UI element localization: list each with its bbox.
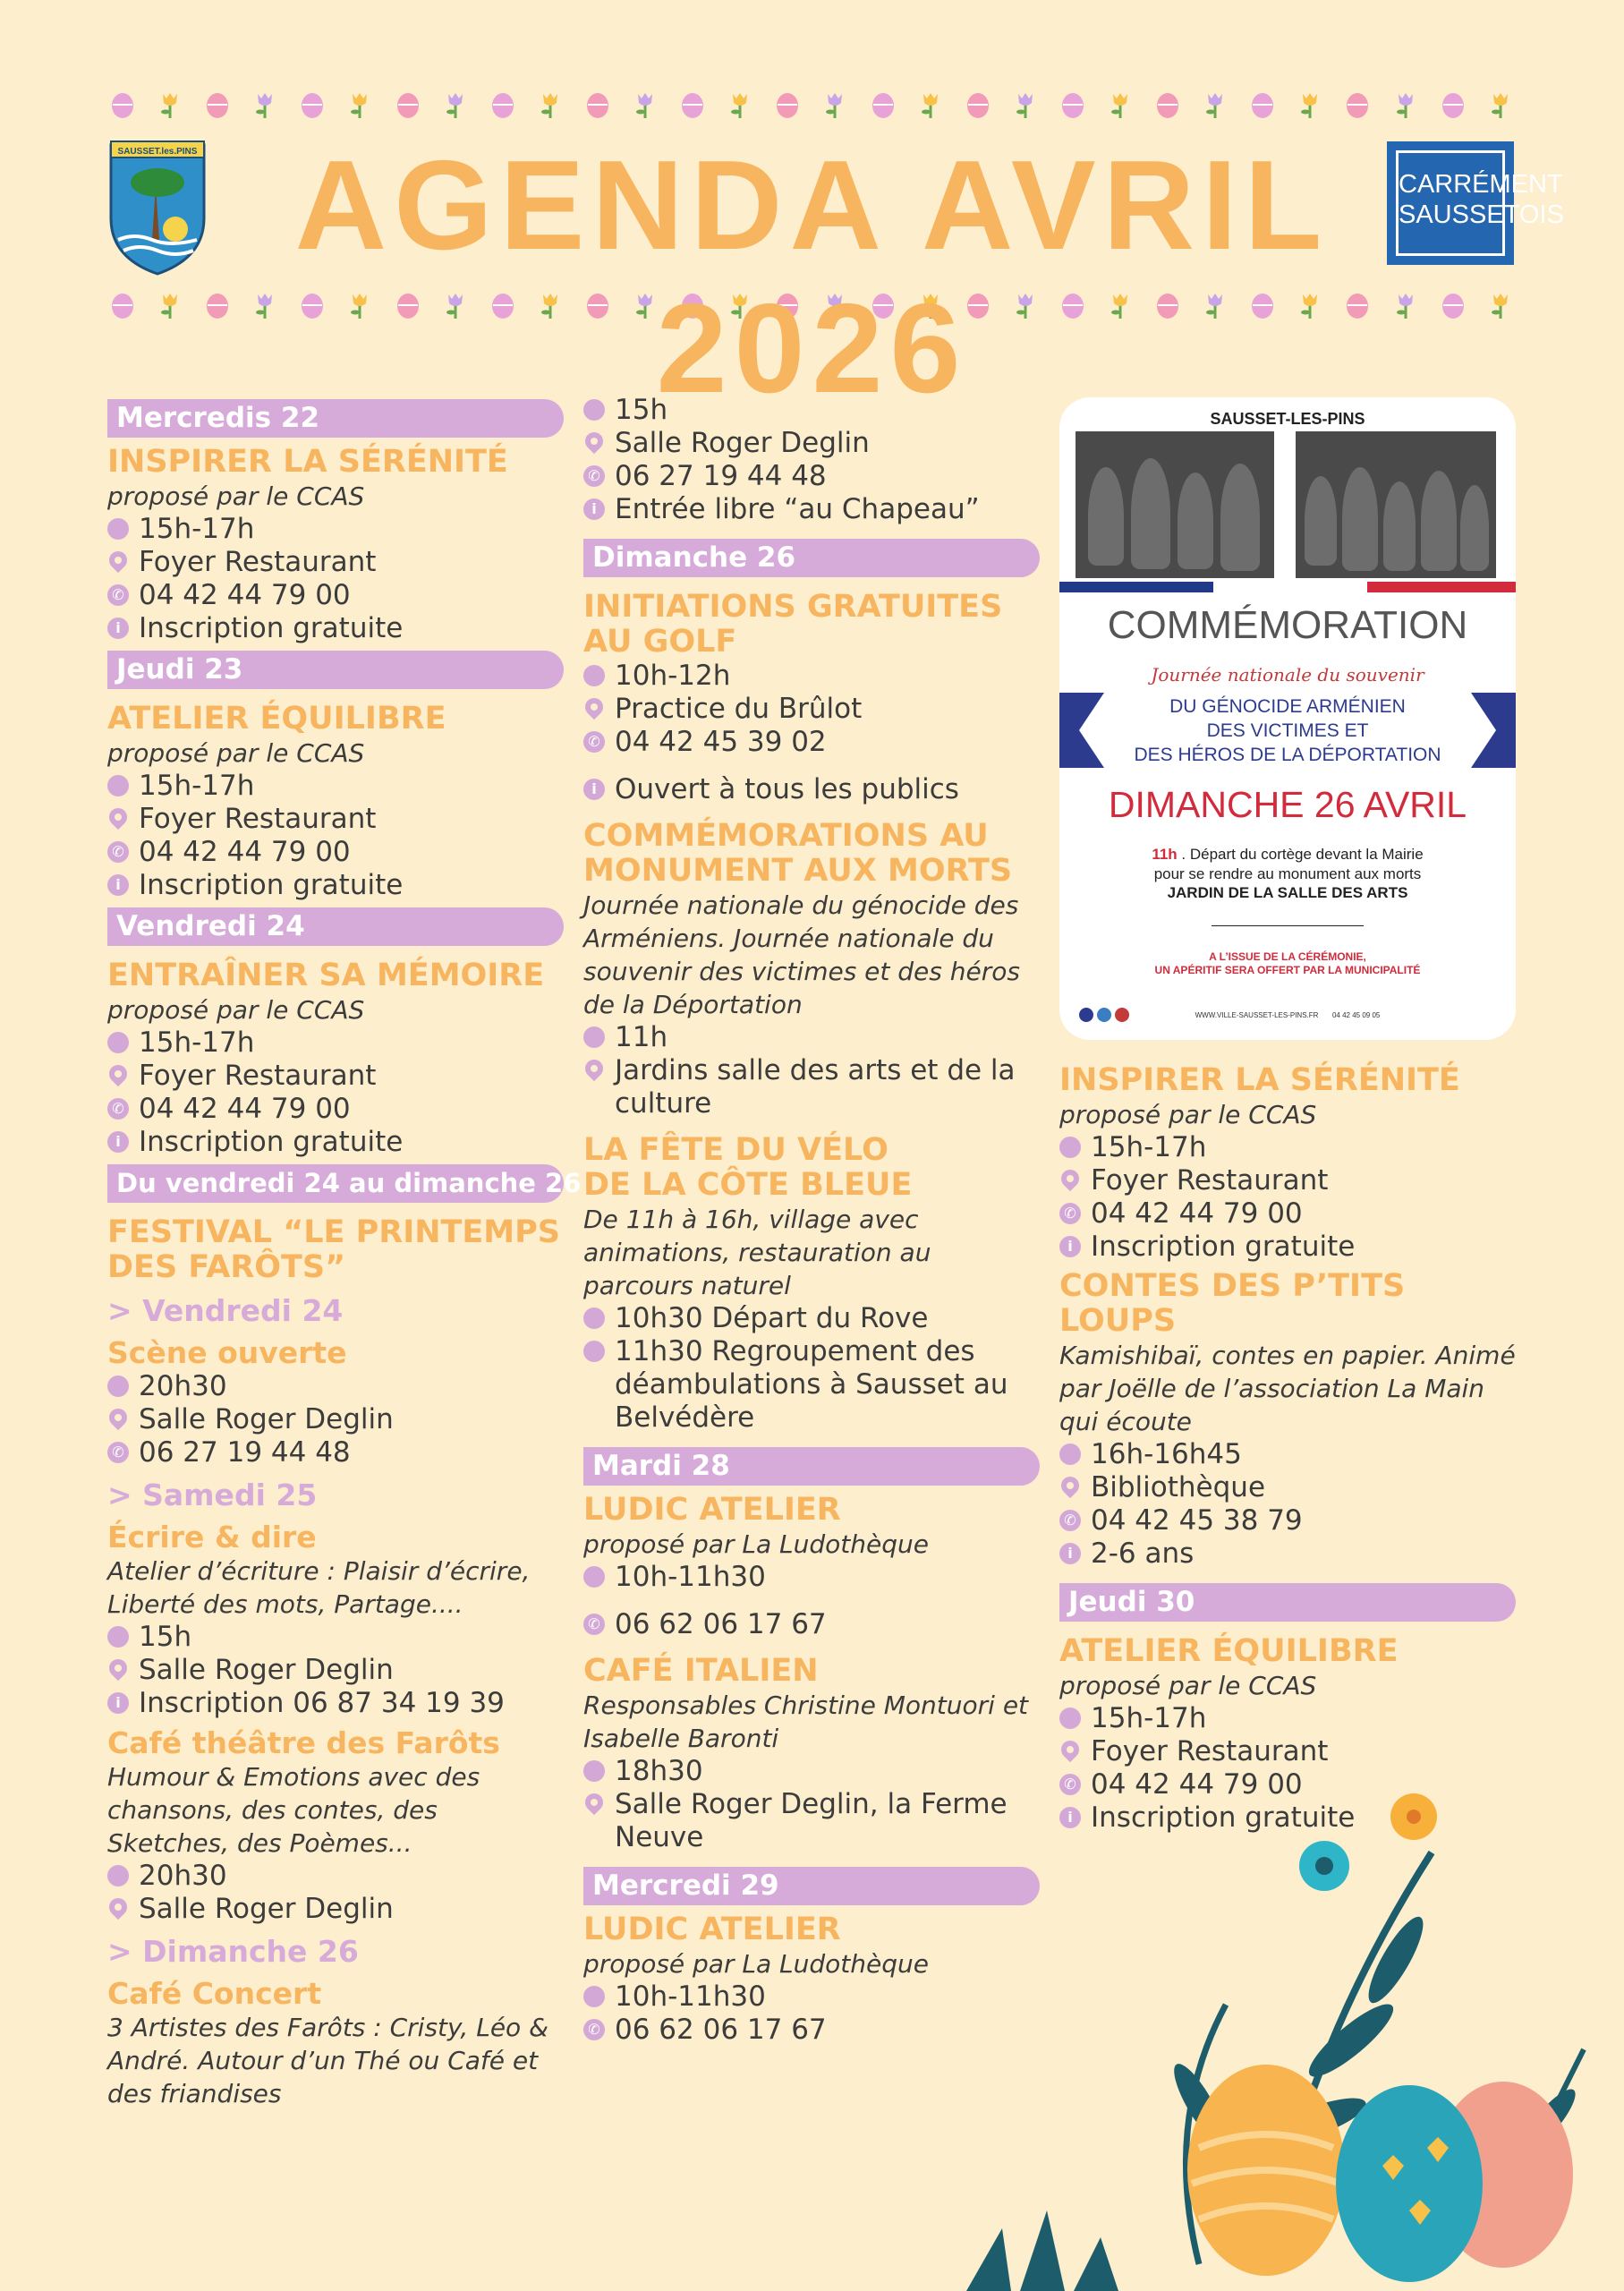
event-place: Salle Roger Deglin [107,1403,564,1436]
clock-icon [583,1760,605,1782]
day-header: Vendredi 24 [107,907,564,946]
event-phone: ✆ 04 42 45 38 79 [1059,1504,1516,1537]
event-description: Kamishibaï, contes en papier. Animé par Joëlle de l’association La Main qui écoute [1059,1341,1516,1436]
event-info: i 2-6 ans [1059,1537,1516,1571]
event-place: Salle Roger Deglin, la Ferme Neuve [583,1788,1040,1854]
agenda-column-3 [1059,1063,1516,1835]
poster-ribbon: DU GÉNOCIDE ARMÉNIEN DES VICTIMES ET DES HÉROS DE LA DÉPORTATION [1059,693,1516,768]
event-time: 10h-12h [583,660,1040,693]
event-info: i Inscription gratuite [1059,1231,1516,1264]
commemoration-poster [1059,397,1516,1040]
clock-icon [583,1307,605,1329]
location-pin-icon [582,694,607,720]
event-phone: ✆ 06 27 19 44 48 [107,1436,564,1469]
clock-icon [107,1375,129,1397]
event-title: LUDIC ATELIER [583,1492,841,1528]
event-title: Scène ouverte [107,1335,347,1370]
event-place: Foyer Restaurant [107,1060,564,1093]
phone-icon: ✆ [583,1614,605,1635]
event-title: LA FÊTE DU VÉLO DE LA CÔTE BLEUE [583,1132,913,1203]
phone-icon: ✆ [107,1442,129,1463]
sub-day: > Dimanche 26 [107,1934,359,1969]
clock-icon [583,1566,605,1588]
event-organizer: proposé par le CCAS [1059,1100,1317,1129]
phone-icon: ✆ [107,841,129,863]
event-organizer: proposé par le CCAS [107,738,365,768]
clock-icon [583,1986,605,2007]
svg-text:SAUSSET.les.PINS: SAUSSET.les.PINS [117,147,198,157]
egg-icon [202,89,233,119]
event-place: Foyer Restaurant [107,803,564,836]
event-time: 15h-17h [107,513,564,546]
info-icon: i [107,617,129,639]
event-title: Écrire & dire [107,1520,317,1554]
poster-location: JARDIN DE LA SALLE DES ARTS [1167,884,1408,901]
tulip-icon [1105,89,1135,119]
event-time: 11h [583,1021,1040,1054]
event-time: 15h-17h [107,1026,564,1060]
tulip-icon [725,89,755,119]
sub-day: > Samedi 25 [107,1478,318,1512]
egg-icon [582,89,613,119]
event-phone: ✆ 04 42 44 79 00 [107,579,564,612]
phone-icon: ✆ [583,731,605,753]
tulip-icon [1390,289,1421,319]
event-info: i Inscription gratuite [107,612,564,645]
location-pin-icon [1058,1473,1083,1498]
event-title: CONTES DES P’TITS LOUPS [1059,1268,1406,1339]
phone-icon: ✆ [583,465,605,487]
event-phone: ✆ 06 27 19 44 48 [583,460,1040,493]
day-header: Du vendredi 24 au dimanche 26 [107,1164,564,1203]
event-organizer: proposé par le CCAS [1059,1671,1317,1700]
event-title: ENTRAÎNER SA MÉMOIRE [107,958,545,993]
clock-icon [583,665,605,686]
tulip-icon [440,89,471,119]
event-phone: ✆ 06 62 06 17 67 [583,2014,1040,2047]
phone-icon: ✆ [1059,1774,1081,1795]
event-time: 18h30 [583,1755,1040,1788]
event-place: Practice du Brûlot [583,693,1040,726]
event-phone: ✆ 04 42 44 79 00 [107,1093,564,1126]
egg-icon [202,289,233,319]
event-title: INSPIRER LA SÉRÉNITÉ [1059,1062,1460,1098]
flag-stripe-blue [1059,582,1213,592]
egg-icon [1152,89,1183,119]
info-icon: i [583,779,605,800]
clock-icon [107,1032,129,1053]
event-description: Responsables Christine Montuori et Isabelle Baronti [583,1691,1029,1753]
event-title: CAFÉ ITALIEN [583,1653,819,1689]
egg-icon [488,89,518,119]
tulip-icon [250,89,280,119]
location-pin-icon [582,429,607,454]
event-title: Café théâtre des Farôts [107,1725,500,1760]
tulip-icon [1295,89,1325,119]
location-pin-icon [106,548,131,573]
info-icon: i [107,874,129,896]
location-pin-icon [106,805,131,830]
tulip-icon [1010,89,1041,119]
carrement-saussetois-logo: CARRÉMENT SAUSSETOIS [1387,141,1514,265]
clock-icon [583,1026,605,1048]
tulip-icon [1200,89,1230,119]
clock-icon [583,1341,605,1362]
egg-icon [107,89,138,119]
clock-icon [107,1865,129,1886]
phone-icon: ✆ [1059,1510,1081,1531]
egg-icon [1058,89,1088,119]
poster-town: SAUSSET-LES-PINS [1210,410,1365,428]
clock-icon [1059,1444,1081,1465]
tulip-icon [1485,289,1516,319]
tulip-icon [630,89,660,119]
tulip-icon [155,89,185,119]
poster-subtitle: Journée nationale du souvenir [1151,664,1424,686]
event-time: 10h-11h30 [583,1980,1040,2014]
tulip-icon [535,89,565,119]
event-phone: ✆ 04 42 44 79 00 [1059,1768,1516,1801]
event-phone: ✆ 04 42 44 79 00 [107,836,564,869]
sausset-logo [107,132,208,276]
event-phone: ✆ 04 42 45 39 02 [583,726,1040,759]
event-place: Foyer Restaurant [1059,1735,1516,1768]
poster-divider [1212,925,1364,926]
event-time: 11h30 Regroupement des déambulations à Sausset au Belvédère [583,1335,1040,1435]
historic-photo-right [1296,431,1496,578]
phone-icon: ✆ [1059,1203,1081,1224]
tulip-icon [1390,89,1421,119]
egg-icon [677,89,708,119]
event-time: 15h-17h [1059,1131,1516,1164]
flag-stripe-red [1367,582,1516,592]
day-header: Dimanche 26 [583,539,1040,577]
event-place: Foyer Restaurant [107,546,564,579]
info-icon: i [1059,1543,1081,1564]
location-pin-icon [582,1790,607,1815]
egg-icon [1247,89,1278,119]
egg-icon [868,89,898,119]
event-description: Humour & Emotions avec des chansons, des contes, des Sketches, des Poèmes... [107,1762,480,1858]
location-pin-icon [106,1656,131,1681]
event-info: i Ouvert à tous les publics [583,773,1040,806]
event-description: De 11h à 16h, village avec animations, restauration au parcours naturel [583,1205,931,1300]
location-pin-icon [106,1895,131,1920]
event-title: FESTIVAL “LE PRINTEMPS DES FARÔTS” [107,1214,560,1285]
day-header: Mercredis 22 [107,399,564,438]
egg-icon [1438,289,1468,319]
clock-icon [1059,1137,1081,1158]
event-description: Journée nationale du génocide des Arméniens. Journée nationale du souvenir des victimes et des héros de la Déportation [583,890,1020,1019]
event-time: 15h [583,394,1040,427]
info-icon: i [1059,1807,1081,1828]
event-title: COMMÉMORATIONS AU MONUMENT AUX MORTS [583,818,1013,889]
easter-border-top [107,86,1516,122]
poster-note: A L’ISSUE DE LA CÉRÉMONIE, UN APÉRITIF SERA OFFERT PAR LA MUNICIPALITÉ [1154,950,1421,976]
event-description: Atelier d’écriture : Plaisir d’écrire, Liberté des mots, Partage.... [107,1556,531,1619]
easter-eggs-illustration [931,1781,1624,2291]
day-header: Jeudi 23 [107,651,564,689]
egg-icon [107,289,138,319]
event-info: i Inscription 06 87 34 19 39 [107,1687,564,1720]
event-info: i Inscription gratuite [1059,1801,1516,1835]
event-time: 15h-17h [1059,1702,1516,1735]
event-title: LUDIC ATELIER [583,1912,841,1947]
poster-departure: 11h . Départ du cortège devant la Mairie pour se rendre au monument aux morts [1152,846,1424,882]
phone-icon: ✆ [583,2019,605,2040]
event-place: Salle Roger Deglin [583,427,1040,460]
event-info: i Inscription gratuite [107,1126,564,1159]
event-place: Jardins salle des arts et de la culture [583,1054,1040,1120]
event-organizer: proposé par le CCAS [107,995,365,1025]
location-pin-icon [1058,1737,1083,1762]
info-icon: i [107,1131,129,1153]
event-time: 20h30 [107,1370,564,1403]
event-time: 20h30 [107,1860,564,1893]
tulip-icon [1485,89,1516,119]
day-header: Mercredi 29 [583,1867,1040,1905]
event-title: INITIATIONS GRATUITES AU GOLF [583,589,1003,660]
event-description: 3 Artistes des Farôts : Cristy, Léo & André. Autour d’un Thé ou Café et des friandises [107,2013,548,2108]
egg-icon [963,89,993,119]
location-pin-icon [582,1056,607,1081]
event-phone: ✆ 06 62 06 17 67 [583,1608,1040,1641]
event-title: ATELIER ÉQUILIBRE [1059,1633,1399,1669]
egg-icon [1342,89,1373,119]
event-time: 10h-11h30 [583,1561,1040,1594]
tulip-icon [155,289,185,319]
egg-icon [297,89,327,119]
phone-icon: ✆ [107,584,129,606]
poster-date: DIMANCHE 26 AVRIL [1108,784,1467,825]
location-pin-icon [1058,1166,1083,1191]
poster-footer: WWW.VILLE-SAUSSET-LES-PINS.FR 04 42 45 09 05 [1195,1011,1381,1019]
tulip-icon [915,89,946,119]
day-header: Mardi 28 [583,1447,1040,1486]
event-organizer: proposé par La Ludothèque [583,1949,929,1979]
event-organizer: proposé par le CCAS [107,481,365,511]
sub-day: > Vendredi 24 [107,1293,344,1328]
location-pin-icon [106,1061,131,1086]
egg-icon [393,89,423,119]
event-place: Foyer Restaurant [1059,1164,1516,1197]
clock-icon [107,775,129,796]
event-info: i Entrée libre “au Chapeau” [583,493,1040,526]
event-title: INSPIRER LA SÉRÉNITÉ [107,444,508,480]
egg-icon [772,89,803,119]
agenda-column-1 [107,394,582,2110]
event-info: i Inscription gratuite [107,869,564,902]
clock-icon [107,1626,129,1648]
page-title: AGENDA AVRIL 2026 [294,134,1330,420]
info-icon: i [1059,1236,1081,1257]
event-place: Bibliothèque [1059,1471,1516,1504]
event-title: Café Concert [107,1976,322,2011]
clock-icon [583,399,605,421]
event-time: 16h-16h45 [1059,1438,1516,1471]
event-organizer: proposé par La Ludothèque [583,1529,929,1559]
phone-icon: ✆ [107,1098,129,1120]
egg-icon [1438,89,1468,119]
event-title: ATELIER ÉQUILIBRE [107,701,446,737]
event-place: Salle Roger Deglin [107,1654,564,1687]
tulip-icon [820,89,850,119]
info-icon: i [583,498,605,520]
poster-title: COMMÉMORATION [1107,603,1468,647]
egg-teal [1336,2085,1483,2282]
event-time: 10h30 Départ du Rove [583,1302,1040,1335]
clock-icon [1059,1708,1081,1729]
clock-icon [107,518,129,540]
event-phone: ✆ 04 42 44 79 00 [1059,1197,1516,1231]
tulip-icon [344,89,375,119]
day-header: Jeudi 30 [1059,1583,1516,1622]
info-icon: i [107,1692,129,1714]
event-time: 15h-17h [107,770,564,803]
event-place: Salle Roger Deglin [107,1893,564,1926]
event-time: 15h [107,1621,564,1654]
historic-photo-left [1076,431,1274,578]
location-pin-icon [106,1405,131,1430]
